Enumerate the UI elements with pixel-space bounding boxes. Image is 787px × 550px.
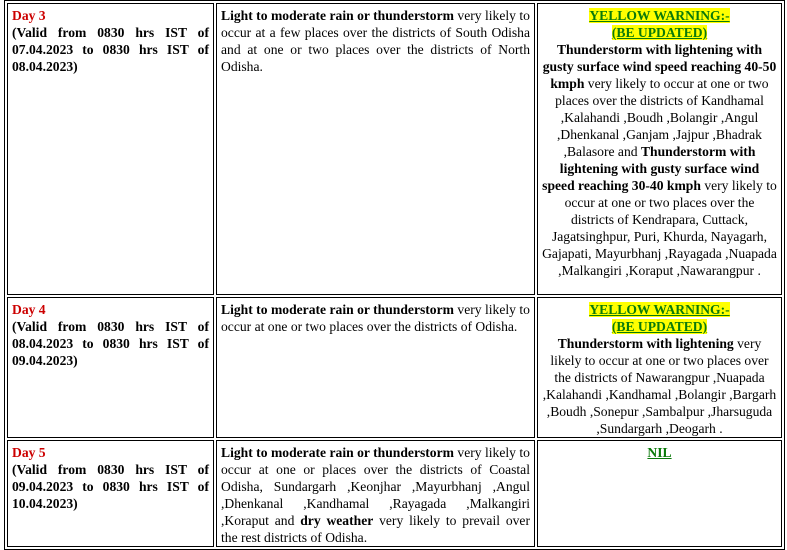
warning-cell <box>537 440 782 547</box>
rainfall-heading: Light to moderate rain or thunderstorm <box>221 445 454 460</box>
table-row <box>7 297 782 438</box>
validity-text: (Valid from 0830 hrs IST of 09.04.2023 to 0830 hrs IST of 10.04.2023) <box>12 462 209 511</box>
day-cell <box>7 440 214 547</box>
warning-title: YELLOW WARNING:- <box>589 302 730 317</box>
rainfall-text: very likely to occur at a few places over the districts of South Odisha and at one or two places over the districts of North Odisha. <box>221 8 530 74</box>
warning-heading: Thunderstorm with lightening with gusty surface wind speed reaching 40-50 kmph <box>542 42 777 91</box>
rainfall-heading: Light to moderate rain or thunderstorm <box>221 8 454 23</box>
warning-title: YELLOW WARNING:- <box>589 8 730 23</box>
day-label: Day 5 <box>12 445 46 460</box>
rainfall-text: very likely to occur at one or places over the districts of Coastal Odisha, Sundargarh ,Keonjhar ,Mayurbhanj ,Angul ,Dhenkanal ,Kandhamal ,Rayagada ,Malkangiri ,Koraput and <box>221 445 530 528</box>
rainfall-cell <box>216 297 535 438</box>
warning-heading: Thunderstorm with lightening <box>557 336 734 351</box>
rainfall-text: very likely to prevail over the rest districts of Odisha. <box>221 513 530 545</box>
warning-nil: NIL <box>647 445 672 460</box>
warning-update-note: (BE UPDATED) <box>611 25 708 40</box>
validity-text: (Valid from 0830 hrs IST of 08.04.2023 to 0830 hrs IST of 09.04.2023) <box>12 319 209 368</box>
rainfall-heading-dry: dry weather <box>300 513 374 528</box>
day-label: Day 4 <box>12 302 46 317</box>
rainfall-cell <box>216 3 535 295</box>
warning-heading: Thunderstorm with lightening with gusty surface wind speed reaching 30-40 kmph <box>542 144 760 193</box>
warning-update-note: (BE UPDATED) <box>611 319 708 334</box>
day-cell <box>7 3 214 295</box>
table-row <box>7 440 782 547</box>
warning-cell <box>537 3 782 295</box>
rainfall-heading: Light to moderate rain or thunderstorm <box>221 302 454 317</box>
day-label: Day 3 <box>12 8 46 23</box>
warning-cell <box>537 297 782 438</box>
forecast-table <box>4 0 785 550</box>
table-row <box>7 3 782 295</box>
warning-text: very likely to occur at one or two places over the districts of Kandhamal ,Kalahandi ,Boudh ,Bolangir ,Angul ,Dhenkanal ,Ganjam ,Jajpur ,Bhadrak ,Balasore and <box>555 76 769 159</box>
rainfall-cell <box>216 440 535 547</box>
day-cell <box>7 297 214 438</box>
warning-text: very likely to occur at one or two places over the districts of Nawarangpur ,Nuapada ,Kalahandi ,Kandhamal ,Bolangir ,Bargarh ,Boudh ,Sonepur ,Sambalpur ,Jharsuguda ,Sundargarh ,Deogarh . <box>542 336 777 436</box>
validity-text: (Valid from 0830 hrs IST of 07.04.2023 to 0830 hrs IST of 08.04.2023) <box>12 25 209 74</box>
warning-text: very likely to occur at one or two places over the districts of Kendrapara, Cuttack, Jagatsinghpur, Puri, Khurda, Nayagarh, Gajapati, Mayurbhanj ,Rayagada ,Nuapada ,Malkangiri ,Koraput ,Nawarangpur . <box>542 178 777 278</box>
rainfall-text: very likely to occur at one or two places over the districts of Odisha. <box>221 302 530 334</box>
